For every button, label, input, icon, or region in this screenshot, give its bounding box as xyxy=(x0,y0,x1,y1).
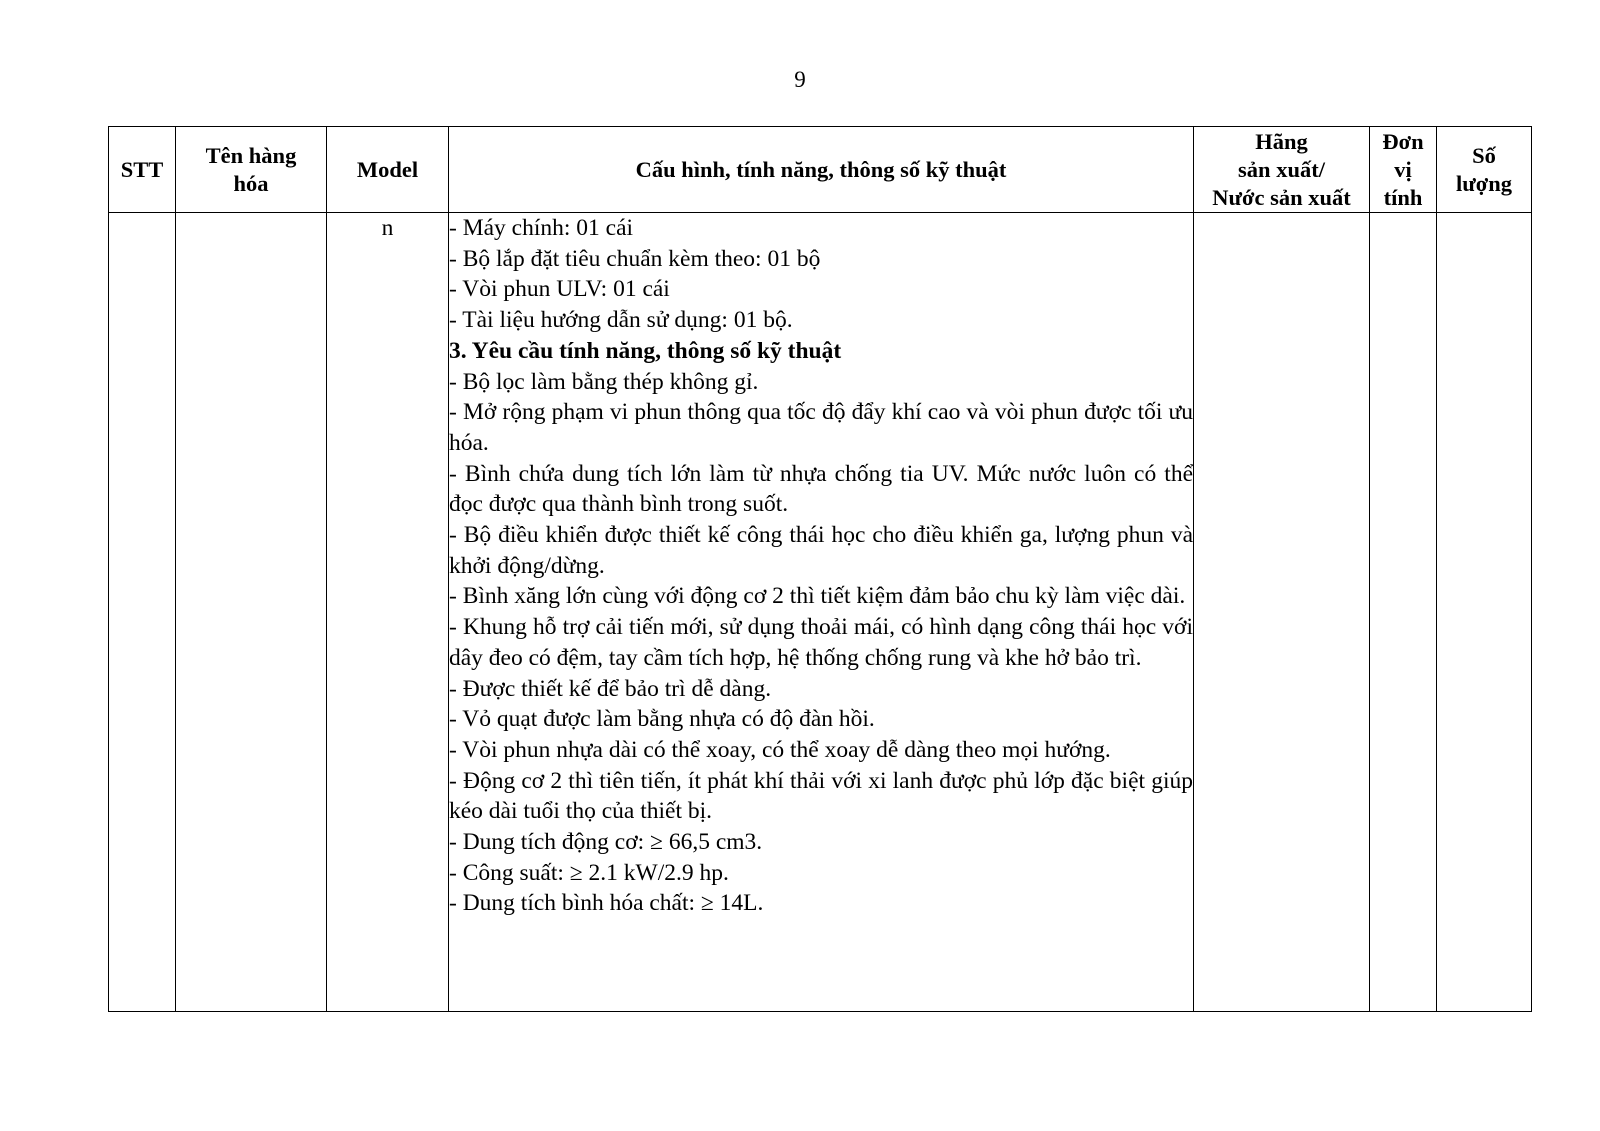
header-product-name xyxy=(176,127,327,213)
header-manufacturer-line: Hãng xyxy=(1255,128,1308,154)
header-quantity-line: lượng xyxy=(1456,170,1512,196)
spec-line: - Bình chứa dung tích lớn làm từ nhựa chống tia UV. Mức nước luôn có thể đọc được qua thành bình trong suốt. xyxy=(449,460,1193,518)
header-quantity-line: Số xyxy=(1472,142,1496,168)
header-stt xyxy=(109,127,176,213)
table-header-row xyxy=(109,127,1532,213)
cell-product-name xyxy=(176,213,327,1012)
cell-manufacturer xyxy=(1194,213,1370,1012)
spec-section-heading: 3. Yêu cầu tính năng, thông số kỹ thuật xyxy=(449,337,842,364)
page-number: 9 xyxy=(794,67,806,92)
specification-table xyxy=(108,126,1532,1012)
header-model xyxy=(327,127,449,213)
spec-line: - Bộ lắp đặt tiêu chuẩn kèm theo: 01 bộ xyxy=(449,245,821,272)
cell-quantity xyxy=(1437,213,1532,1012)
header-unit-line: vị xyxy=(1394,156,1412,182)
header-product-name-line: hóa xyxy=(233,170,269,196)
spec-line: - Vỏ quạt được làm bằng nhựa có độ đàn hồi. xyxy=(449,706,875,733)
header-unit xyxy=(1370,127,1437,213)
cell-specifications xyxy=(449,213,1194,1012)
spec-line: - Khung hỗ trợ cải tiến mới, sử dụng thoải mái, có hình dạng công thái học với dây đeo có đệm, tay cầm tích hợp, hệ thống chống rung và khe hở bảo trì. xyxy=(449,614,1193,671)
header-product-name-line: Tên hàng xyxy=(205,142,297,168)
spec-line: - Vòi phun ULV: 01 cái xyxy=(449,276,670,303)
spec-line: - Công suất: ≥ 2.1 kW/2.9 hp. xyxy=(449,859,729,886)
header-manufacturer-line: sản xuất/ xyxy=(1238,156,1325,182)
spec-line: - Dung tích động cơ: ≥ 66,5 cm3. xyxy=(449,829,763,856)
header-stt-label: STT xyxy=(120,156,164,182)
header-model-label: Model xyxy=(356,156,419,182)
header-specifications xyxy=(449,127,1194,213)
header-unit-line: tính xyxy=(1383,184,1423,210)
spec-line: - Được thiết kế để bảo trì dễ dàng. xyxy=(449,675,772,702)
spec-line: - Máy chính: 01 cái xyxy=(449,215,634,241)
table-row xyxy=(109,213,1532,1012)
header-unit-line: Đơn xyxy=(1382,128,1424,154)
header-quantity xyxy=(1437,127,1532,213)
spec-line: - Dung tích bình hóa chất: ≥ 14L. xyxy=(449,890,764,917)
cell-stt xyxy=(109,213,176,1012)
cell-model: n xyxy=(327,213,449,1012)
spec-line: - Mở rộng phạm vi phun thông qua tốc độ đẩy khí cao và vòi phun được tối ưu hóa. xyxy=(449,399,1193,456)
spec-line: - Bộ điều khiển được thiết kế công thái học cho điều khiển ga, lượng phun và khởi động/dừng. xyxy=(449,522,1193,579)
spec-line: - Động cơ 2 thì tiên tiến, ít phát khí thải với xi lanh được phủ lớp đặc biệt giúp kéo dài tuổi thọ của thiết bị. xyxy=(449,767,1193,825)
header-manufacturer xyxy=(1194,127,1370,213)
spec-line: - Bình xăng lớn cùng với động cơ 2 thì tiết kiệm đảm bảo chu kỳ làm việc dài. xyxy=(449,583,1186,610)
header-manufacturer-line: Nước sản xuất xyxy=(1212,184,1351,210)
spec-line: - Vòi phun nhựa dài có thể xoay, có thể xoay dễ dàng theo mọi hướng. xyxy=(449,736,1111,763)
spec-line: - Bộ lọc làm bằng thép không gỉ. xyxy=(449,368,759,395)
spec-line: - Tài liệu hướng dẫn sử dụng: 01 bộ. xyxy=(449,307,793,334)
header-specifications-label: Cấu hình, tính năng, thông số kỹ thuật xyxy=(635,156,1007,182)
cell-unit xyxy=(1370,213,1437,1012)
